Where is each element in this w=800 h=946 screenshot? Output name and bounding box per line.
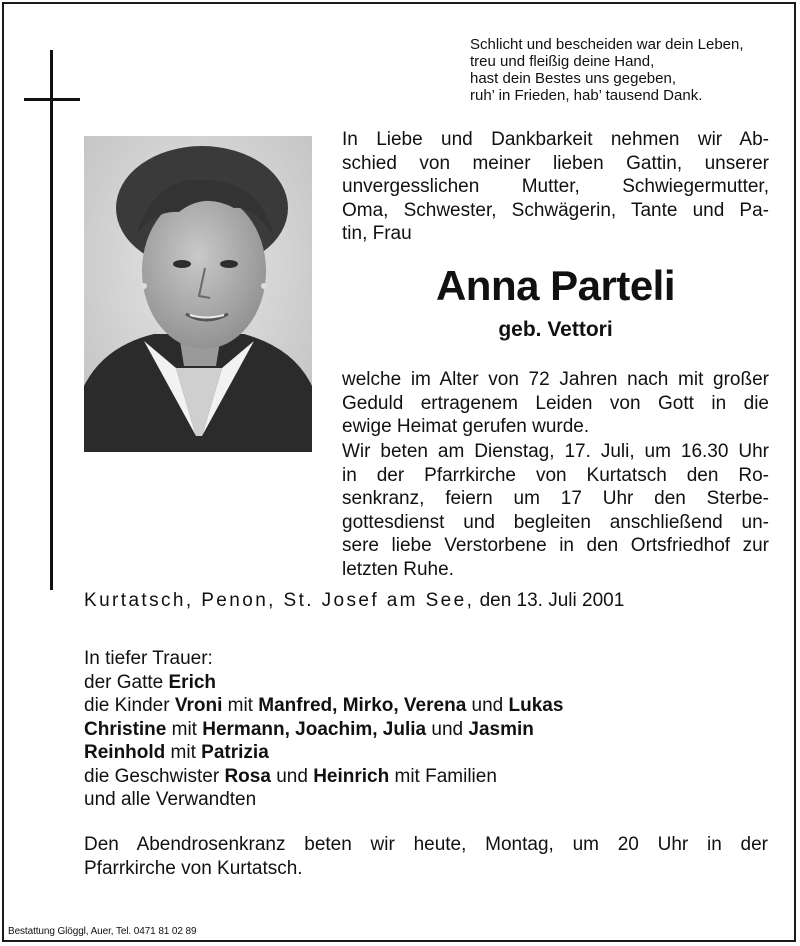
text-line: ewige Heimat gerufen wurde.: [342, 416, 590, 437]
death-text: [342, 368, 769, 439]
text: mit: [165, 742, 202, 763]
text-line: senkranz, feiern um 17 Uhr den Sterbe-: [342, 488, 769, 509]
mourner-line: und alle Verwandten: [84, 789, 257, 810]
text: und: [270, 765, 314, 787]
intro-line: Oma, Schwester, Schwägerin, Tante und Pa-: [342, 199, 769, 221]
mourners-list: [84, 647, 784, 812]
cross-icon: [50, 50, 53, 590]
maiden-name: geb. Vettori: [498, 318, 613, 341]
text-line: Wir beten am Dienstag, 17. Juli, um 16.30 Uhr: [342, 441, 769, 462]
place: Kurtatsch, Penon, St. Josef am See,: [84, 590, 475, 611]
text-line: sere liebe Verstorbene in den Ortsfriedhof zur: [342, 535, 769, 556]
mourner-line: [84, 741, 784, 765]
mourner-name: Reinhold: [84, 742, 166, 763]
cross-icon-bar: [24, 98, 80, 101]
deceased-name: Anna Parteli: [435, 262, 676, 309]
text: mit Familien: [389, 765, 497, 787]
text: die Geschwister: [84, 765, 225, 787]
place-date: [84, 590, 784, 612]
text-line: in der Pfarrkirche von Kurtatsch den Ro-: [342, 464, 769, 486]
text: mit: [166, 718, 203, 740]
text-line: Pfarrkirche von Kurtatsch.: [84, 857, 303, 879]
date: den 13. Juli 2001: [479, 590, 625, 611]
mourner-name: Rosa: [224, 765, 271, 787]
text-line: gottesdienst und begleiten anschließend un-: [342, 511, 769, 533]
text-line: welche im Alter von 72 Jahren nach mit großer: [342, 369, 769, 390]
portrait-image: [84, 136, 312, 452]
mourner-line: [84, 718, 784, 742]
funeral-home-credit: Bestattung Glöggl, Auer, Tel. 0471 81 02 89: [8, 926, 197, 937]
mourner-name: Vroni: [174, 695, 223, 716]
intro-text: [342, 128, 769, 246]
mourner-name: Manfred, Mirko, Verena: [258, 695, 467, 716]
poem-line: treu und fleißig deine Hand,: [470, 53, 655, 70]
mourning-heading: In tiefer Trauer:: [84, 648, 213, 669]
intro-line: unvergesslichen Mutter, Schwiegermutter,: [342, 176, 769, 197]
mourner-name: Patrizia: [201, 742, 269, 763]
poem-line: Schlicht und bescheiden war dein Leben,: [470, 36, 744, 53]
text-line: Den Abendrosenkranz beten wir heute, Montag, um 20 Uhr in der: [84, 834, 768, 855]
intro-line: In Liebe und Dankbarkeit nehmen wir Ab-: [342, 129, 769, 150]
text-line: Geduld ertragenem Leiden von Gott in die: [342, 392, 769, 414]
portrait-photo: [84, 136, 312, 452]
mourner-name: Jasmin: [468, 718, 534, 740]
intro-line: tin, Frau: [342, 223, 412, 244]
funeral-text: [342, 440, 769, 581]
mourner-name: Christine: [84, 718, 167, 740]
text: mit: [222, 695, 259, 716]
mourner-name: Lukas: [508, 695, 564, 716]
rosary-notice: [84, 833, 768, 880]
mourner-line: [84, 694, 784, 718]
text: die Kinder: [84, 695, 175, 716]
mourner-name: Erich: [168, 671, 217, 693]
mourner-name: Heinrich: [313, 765, 390, 787]
text: und: [426, 718, 469, 740]
poem-line: ruh’ in Frieden, hab’ tausend Dank.: [470, 87, 703, 104]
mourner-name: Hermann, Joachim, Julia: [202, 718, 427, 740]
poem-line: hast dein Bestes uns gegeben,: [470, 70, 676, 87]
text: der Gatte: [84, 671, 169, 693]
poem: [470, 36, 780, 104]
text-line: letzten Ruhe.: [342, 558, 454, 580]
mourner-line: [84, 671, 784, 695]
text: und: [466, 695, 509, 716]
mourner-line: [84, 765, 784, 789]
intro-line: schied von meiner lieben Gattin, unserer: [342, 152, 769, 174]
